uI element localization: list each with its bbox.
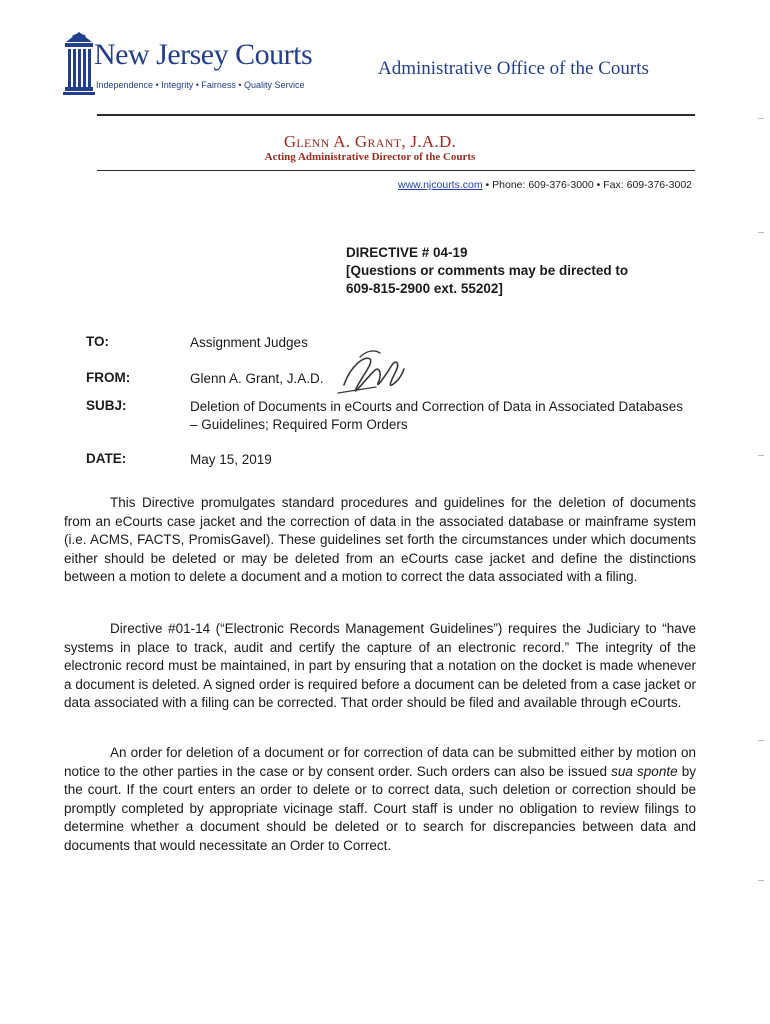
fax-number: Fax: 609-376-3002 bbox=[603, 179, 692, 191]
scan-mark bbox=[758, 118, 764, 119]
org-name: New Jersey Courts bbox=[94, 38, 313, 71]
paragraph-3-text-b: by the court. If the court enters an order to delete or to correct data, such deletion or correction should be promptly completed by appropriate vicinage staff. Court staff is under no obligation to review filings to determine whether a document should be deleted or to search for discrepancies between data and documents that would necessitate an Order to Correct. bbox=[64, 763, 696, 853]
from-value: Glenn A. Grant, J.A.D. bbox=[190, 371, 324, 386]
directive-header bbox=[346, 244, 706, 298]
header-divider-bottom bbox=[97, 170, 695, 171]
contact-line bbox=[398, 179, 692, 191]
separator-dot: • bbox=[596, 179, 601, 191]
website-link[interactable]: www.njcourts.com bbox=[398, 179, 483, 191]
office-name: Administrative Office of the Courts bbox=[378, 58, 649, 79]
scan-mark bbox=[758, 880, 764, 881]
to-label: TO: bbox=[86, 334, 109, 349]
body-paragraph-3 bbox=[64, 744, 696, 855]
to-value: Assignment Judges bbox=[190, 335, 308, 350]
body-paragraph-2 bbox=[64, 620, 696, 713]
paragraph-3-italic: sua sponte bbox=[611, 763, 678, 779]
scan-mark bbox=[758, 455, 764, 456]
director-title: Acting Administrative Director of the Courts bbox=[264, 151, 476, 163]
scan-mark bbox=[758, 740, 764, 741]
directive-number: DIRECTIVE # 04-19 bbox=[346, 245, 468, 260]
subj-label: SUBJ: bbox=[86, 398, 127, 413]
org-tagline: Independence • Integrity • Fairness • Quality Service bbox=[96, 80, 305, 90]
scan-mark bbox=[758, 232, 764, 233]
directive-contact-line2: 609-815-2900 ext. 55202] bbox=[346, 281, 503, 296]
njcourts-logo bbox=[62, 30, 322, 100]
paragraph-1-text: This Directive promulgates standard procedures and guidelines for the deletion of documents from an eCourts case jacket and the correction of data in the associated database or mainframe system (i.e. ACMS, FACTS, PromisGavel). These guidelines set forth the circumstances under which documents either should be deleted or may be deleted from an eCourts case jacket and define the distinctions between a motion to delete a document and a motion to correct the data associated with a filing. bbox=[64, 495, 696, 584]
date-value: May 15, 2019 bbox=[190, 452, 272, 467]
subj-value: Deletion of Documents in eCourts and Correction of Data in Associated Databases – Guidelines; Required Form Orders bbox=[190, 399, 684, 432]
body-paragraph-1 bbox=[64, 494, 696, 587]
signature-initials bbox=[330, 345, 410, 401]
paragraph-3-text-a: An order for deletion of a document or for correction of data can be submitted either by motion on notice to the other parties in the case or by consent order. Such orders can also be issued bbox=[64, 745, 696, 779]
date-label: DATE: bbox=[86, 451, 127, 466]
from-label: FROM: bbox=[86, 370, 131, 385]
courthouse-pillar-icon bbox=[62, 30, 96, 96]
phone-number: Phone: 609-376-3000 bbox=[492, 179, 594, 191]
separator-dot: • bbox=[485, 179, 490, 191]
directive-contact-line1: [Questions or comments may be directed to bbox=[346, 263, 629, 278]
director-name: Glenn A. Grant, J.A.D. bbox=[283, 132, 457, 151]
paragraph-2-text: Directive #01-14 (“Electronic Records Management Guidelines”) requires the Judiciary to “have systems in place to track, audit and certify the capture of an electronic record.” The integrity of the electronic record must be maintained, in part by ensuring that a notation on the docket is made whenever a document is deleted. A signed order is required before a document can be deleted from a case jacket or data associated with a filing can be corrected. That order should be filed and available through eCourts. bbox=[64, 621, 696, 710]
header-divider-top bbox=[97, 114, 695, 116]
